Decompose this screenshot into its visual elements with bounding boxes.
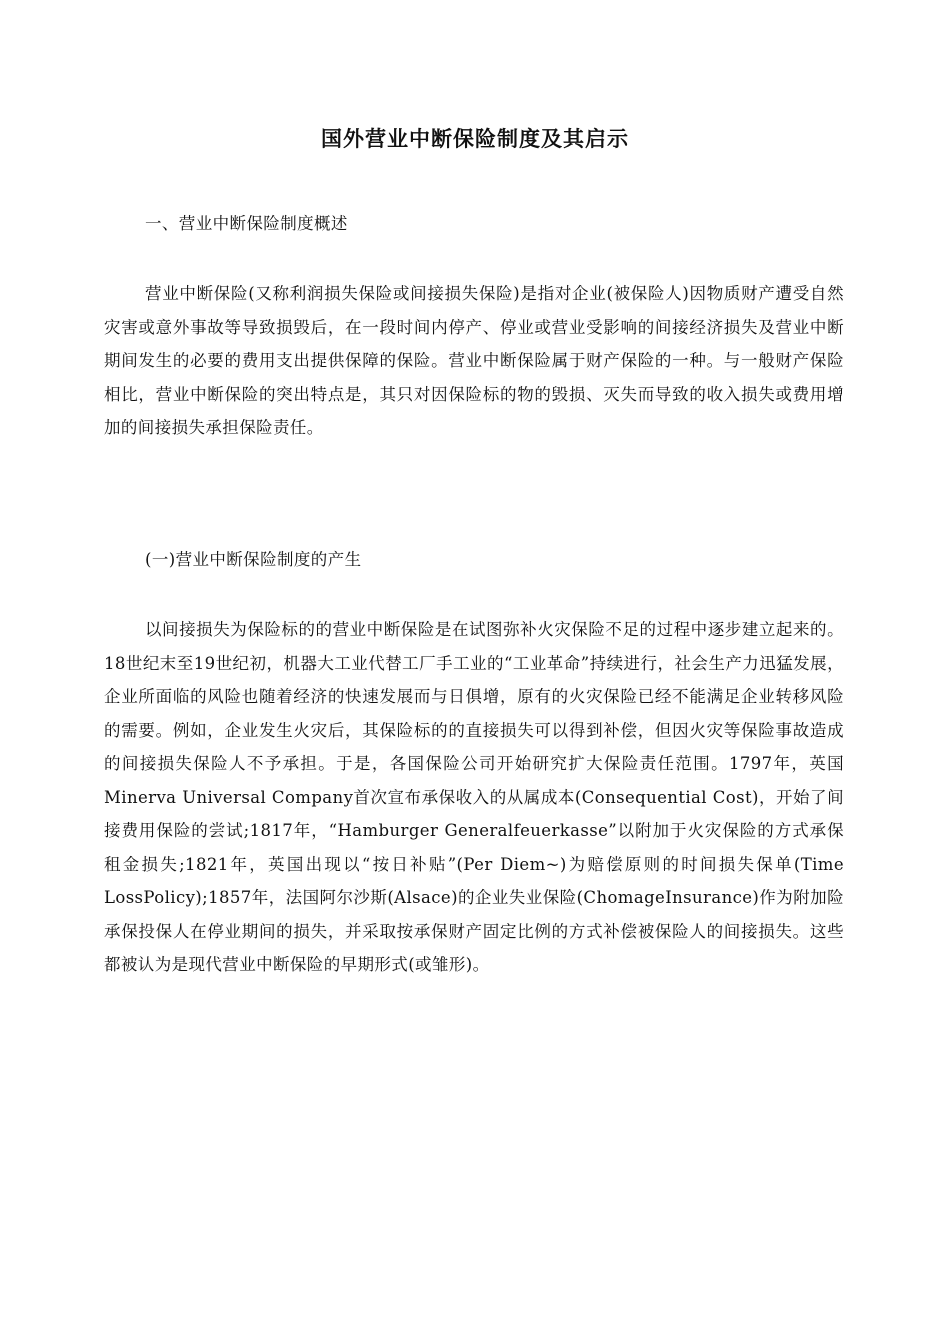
section-heading-overview: 一、营业中断保险制度概述 — [145, 214, 348, 233]
paragraph-definition: 营业中断保险(又称利润损失保险或间接损失保险)是指对企业(被保险人)因物质财产遭受自然灾害或意外事故等导致损毁后，在一段时间内停产、停业或营业受影响的间接经济损失及营业中断期间发生的必要的费用支出提供保障的保险。营业中断保险属于财产保险的一种。与一般财产保险相比，营业中断保险的突出特点是，其只对因保险标的物的毁损、灭失而导致的收入损失或费用增加的间接损失承担保险责任。 — [104, 284, 844, 437]
paragraph-history: 以间接损失为保险标的的营业中断保险是在试图弥补火灾保险不足的过程中逐步建立起来的。18世纪末至19世纪初，机器大工业代替工厂手工业的“工业革命”持续进行，社会生产力迅猛发展，企业所面临的风险也随着经济的快速发展而与日俱增，原有的火灾保险已经不能满足企业转移风险的需要。例如，企业发生火灾后，其保险标的的直接损失可以得到补偿，但因火灾等保险事故造成的间接损失保险人不予承担。于是，各国保险公司开始研究扩大保险责任范围。1797年，英国Minerva Universal Company首次宣布承保收入的从属成本(Consequential Cost)，开始了间接费用保险的尝试;1817年，“Hamburger Generalfeuerkasse”以附加于火灾保险的方式承保租金损失;1821年，英国出现以“按日补贴”(Per Diem~)为赔偿原则的时间损失保单(Time LossPolicy);1857年，法国阿尔沙斯(Alsace)的企业失业保险(ChomageInsurance)作为附加险承保投保人在停业期间的损失，并采取按承保财产固定比例的方式补偿被保险人的间接损失。这些都被认为是现代营业中断保险的早期形式(或雏形)。 — [104, 620, 844, 974]
subsection-heading-origin: (一)营业中断保险制度的产生 — [145, 550, 362, 569]
document-title: 国外营业中断保险制度及其启示 — [321, 127, 629, 151]
